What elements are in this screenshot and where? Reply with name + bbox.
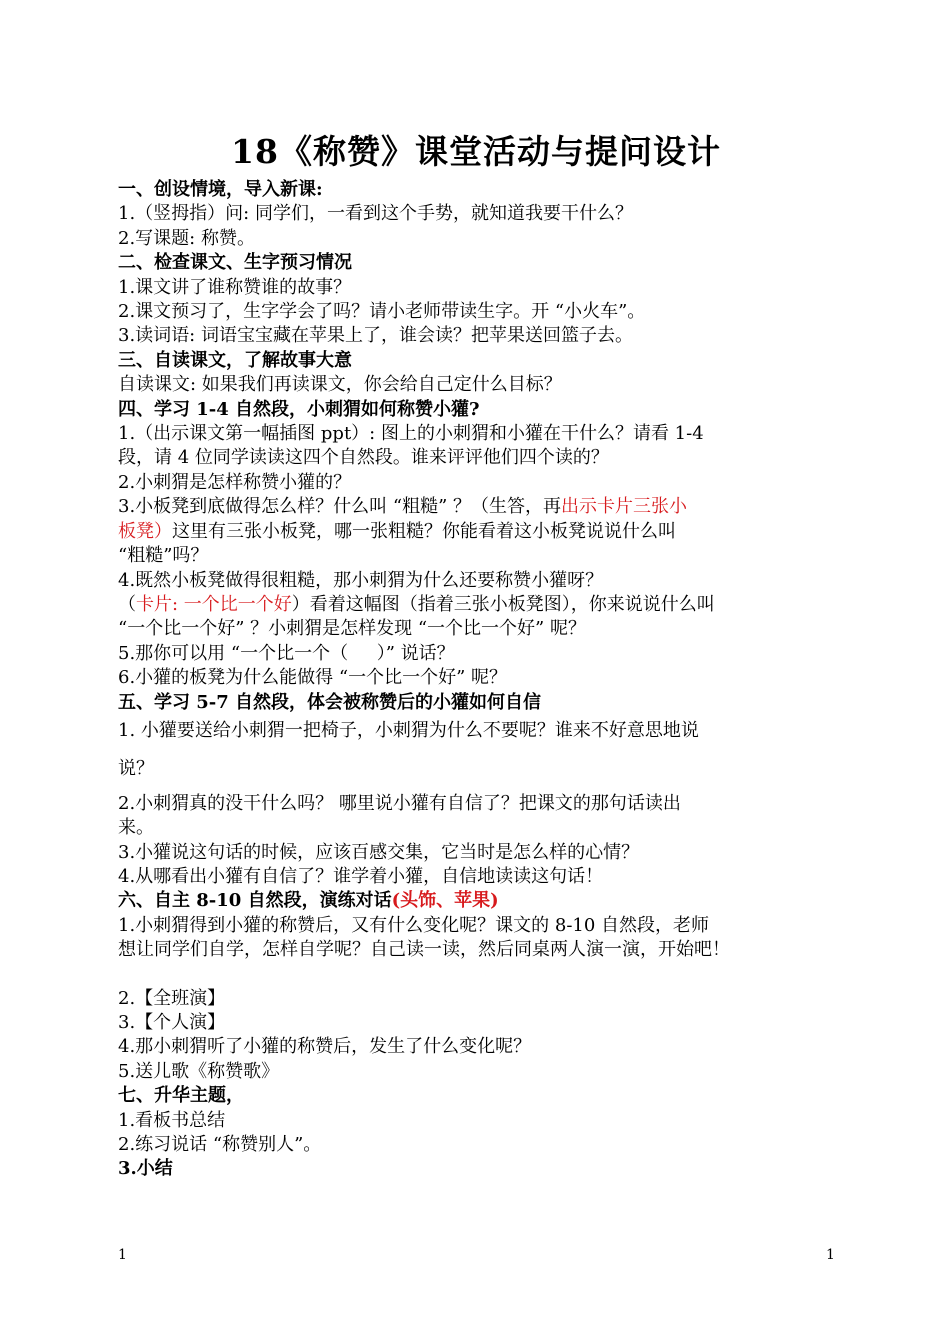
s6-line-1b: 想让同学们自学，怎样自学呢？自己读一读，然后同桌两人演一演，开始吧！: [118, 939, 730, 961]
s7-line-1: 1.看板书总结: [118, 1109, 226, 1131]
section-5-heading: 五、学习 5-7 自然段，体会被称赞后的小獾如何自信: [118, 691, 542, 713]
s1-line-1: 1.（竖拇指）问: 同学们，一看到这个手势，就知道我要干什么？: [118, 203, 633, 225]
s4-line-4: 4.既然小板凳做得很粗糙，那小刺猬为什么还要称赞小獾呀？: [118, 569, 604, 591]
section-2-heading: 二、检查课文、生字预习情况: [118, 252, 352, 274]
s4-line-3b: [118, 520, 834, 544]
s4-line-6: 6.小獾的板凳为什么能做得 “一个比一个好” 呢？: [118, 667, 508, 689]
footer-page-number-right: 1: [826, 1247, 835, 1263]
s4-line-3a-text: 3.小板凳到底做得怎么样？什么叫 “粗糙” ？（生答，再: [118, 496, 562, 518]
s4-line-3c: “粗糙”吗？: [118, 545, 209, 567]
section-1-heading: 一、创设情境，导入新课:: [118, 179, 323, 200]
section-7-heading: 七、升华主题，: [118, 1085, 244, 1107]
s4-line-2: 2.小刺猬是怎样称赞小獾的？: [118, 471, 352, 493]
s4-line-4b-red: 卡片: 一个比一个好: [136, 593, 292, 615]
document-page: [118, 128, 834, 1182]
s6-line-5: 5.送儿歌《称赞歌》: [118, 1060, 280, 1082]
s4-line-4c: “一个比一个好” ？小刺猬是怎样发现 “一个比一个好” 呢？: [118, 618, 586, 640]
s6-line-4: 4.那小刺猬听了小獾的称赞后，发生了什么变化呢？: [118, 1036, 532, 1058]
s4-line-3a-red: 出示卡片三张小: [561, 496, 688, 518]
s6-line-1a: 1.小刺猬得到小獾的称赞后，又有什么变化呢？课文的 8-10 自然段，老师: [118, 914, 710, 936]
s7-line-2: 2.练习说话 “称赞别人”。: [118, 1134, 322, 1156]
s4-line-5: 5.那你可以用 “一个比一个（ ）” 说话？: [118, 642, 455, 664]
s4-line-3b-red: 板凳）: [118, 520, 172, 542]
s5-line-2a: 2.小刺猬真的没干什么吗？ 哪里说小獾有自信了？把课文的那句话读出: [118, 792, 681, 814]
s6-heading-text: 六、自主 8-10 自然段，演练对话: [118, 890, 392, 912]
s4-line-4b: [118, 593, 834, 617]
s5-line-4: 4.从哪看出小獾有自信了？谁学着小獾，自信地读读这句话！: [118, 865, 604, 887]
document-title: 18《称赞》课堂活动与提问设计: [231, 132, 721, 171]
s4-line-1a: 1.（出示课文第一幅插图 ppt）: 图上的小刺猬和小獾在干什么？请看 1-4: [118, 423, 704, 445]
s2-line-2: 2.课文预习了，生字学会了吗？请小老师带读生字。开 “小火车”。: [118, 301, 646, 323]
s5-line-1a: 1. 小獾要送给小刺猬一把椅子，小刺猬为什么不要呢？谁来不好意思地说: [118, 719, 699, 741]
section-4-heading: 四、学习 1-4 自然段，小刺猬如何称赞小獾?: [118, 398, 480, 420]
footer-page-number-left: 1: [118, 1247, 127, 1263]
s7-line-3: 3.小结: [118, 1158, 173, 1180]
s4-line-3b-text: 这里有三张小板凳，哪一张粗糙？你能看着这小板凳说说什么叫: [172, 520, 676, 542]
s4-line-1b: 段，请 4 位同学读读这四个自然段。谁来评评他们四个读的？: [118, 447, 609, 469]
s3-line-1: 自读课文: 如果我们再读课文，你会给自己定什么目标？: [118, 374, 562, 396]
s6-line-3: 3.【个人演】: [118, 1012, 226, 1033]
s5-line-1b: 说？: [118, 758, 154, 780]
s6-heading-red: (头饰、苹果): [391, 890, 499, 912]
s2-line-1: 1.课文讲了谁称赞谁的故事？: [118, 276, 352, 298]
s6-line-2: 2.【全班演】: [118, 987, 226, 1009]
s4-line-4b-text: ）看着这幅图（指着三张小板凳图），你来说说什么叫: [291, 593, 715, 615]
s4-line-3a: [118, 495, 834, 519]
s5-line-2b: 来。: [118, 817, 154, 839]
section-6-heading: [118, 889, 834, 913]
s4-line-4b-open: （: [118, 593, 136, 615]
s1-line-2: 2.写课题: 称赞。: [118, 227, 255, 249]
s5-line-3: 3.小獾说这句话的时候，应该百感交集，它当时是怎么样的心情？: [118, 841, 640, 863]
section-3-heading: 三、自读课文，了解故事大意: [118, 349, 352, 371]
s2-line-3: 3.读词语: 词语宝宝藏在苹果上了，谁会读？把苹果送回篮子去。: [118, 325, 633, 347]
